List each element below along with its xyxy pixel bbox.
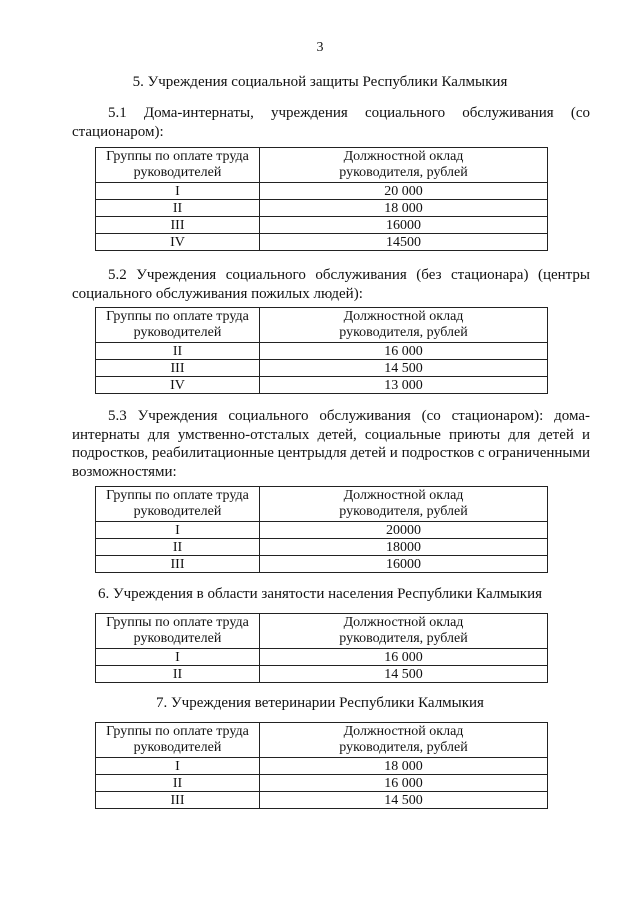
group-column-header: Группы по оплате труда руководителей [96,723,260,758]
salary-table-5-3 [95,486,548,573]
salary-cell: 13 000 [260,377,548,394]
group-cell: III [96,556,260,573]
table-header-row [96,614,548,649]
salary-cell: 14 500 [260,792,548,809]
salary-cell: 16 000 [260,343,548,360]
table-row [96,343,548,360]
group-column-header: Группы по оплате труда руководителей [96,148,260,183]
group-cell: IV [96,234,260,251]
salary-cell: 16000 [260,556,548,573]
salary-cell: 18 000 [260,758,548,775]
group-column-header: Группы по оплате труда руководителей [96,614,260,649]
salary-column-header: Должностной оклад руководителя, рублей [260,148,548,183]
group-cell: II [96,666,260,683]
salary-cell: 14 500 [260,666,548,683]
table-row [96,377,548,394]
section-5-heading: 5. Учреждения социальной защиты Республики Калмыкия [132,74,508,90]
group-cell: III [96,360,260,377]
salary-column-header: Должностной оклад руководителя, рублей [260,308,548,343]
table-header-row [96,487,548,522]
table-header-row [96,148,548,183]
page-number: 3 [316,40,324,55]
group-column-header: Группы по оплате труда руководителей [96,487,260,522]
salary-table-5-2 [95,307,548,394]
salary-cell: 20 000 [260,183,548,200]
salary-cell: 16 000 [260,775,548,792]
salary-cell: 16 000 [260,649,548,666]
table-row [96,666,548,683]
salary-cell: 14500 [260,234,548,251]
salary-cell: 14 500 [260,360,548,377]
group-column-header: Группы по оплате труда руководителей [96,308,260,343]
section-6-heading: 6. Учреждения в области занятости населения Республики Калмыкия [97,586,543,602]
table-row [96,775,548,792]
salary-column-header: Должностной оклад руководителя, рублей [260,614,548,649]
group-cell: I [96,183,260,200]
salary-table-5-1 [95,147,548,251]
group-cell: IV [96,377,260,394]
table-row [96,792,548,809]
group-cell: I [96,758,260,775]
section-5-1-text: 5.1 Дома-интернаты, учреждения социального обслуживания (со стационаром): [72,105,590,140]
group-cell: II [96,200,260,217]
table-row [96,522,548,539]
group-cell: II [96,539,260,556]
table-row [96,234,548,251]
table-row [96,183,548,200]
table-row [96,200,548,217]
table-row [96,556,548,573]
table-row [96,217,548,234]
salary-cell: 18000 [260,539,548,556]
group-cell: I [96,649,260,666]
salary-cell: 16000 [260,217,548,234]
salary-table-7 [95,722,548,809]
table-row [96,758,548,775]
group-cell: III [96,792,260,809]
section-7-heading: 7. Учреждения ветеринарии Республики Калмыкия [156,695,484,711]
table-header-row [96,308,548,343]
table-header-row [96,723,548,758]
table-row [96,649,548,666]
salary-cell: 20000 [260,522,548,539]
table-row [96,360,548,377]
group-cell: I [96,522,260,539]
group-cell: II [96,343,260,360]
salary-column-header: Должностной оклад руководителя, рублей [260,723,548,758]
section-5-2-text: 5.2 Учреждения социального обслуживания (без стационара) (центры социального обслуживания пожилых людей): [72,267,590,302]
group-cell: III [96,217,260,234]
salary-column-header: Должностной оклад руководителя, рублей [260,487,548,522]
salary-cell: 18 000 [260,200,548,217]
salary-table-6 [95,613,548,683]
section-5-3-text: 5.3 Учреждения социального обслуживания (со стационаром): дома-интернаты для умственно-отсталых детей, социальные приюты для детей и подростков, реабилитационные центрыдля детей и подростков с ограниченными возможностями: [72,408,590,480]
table-row [96,539,548,556]
group-cell: II [96,775,260,792]
